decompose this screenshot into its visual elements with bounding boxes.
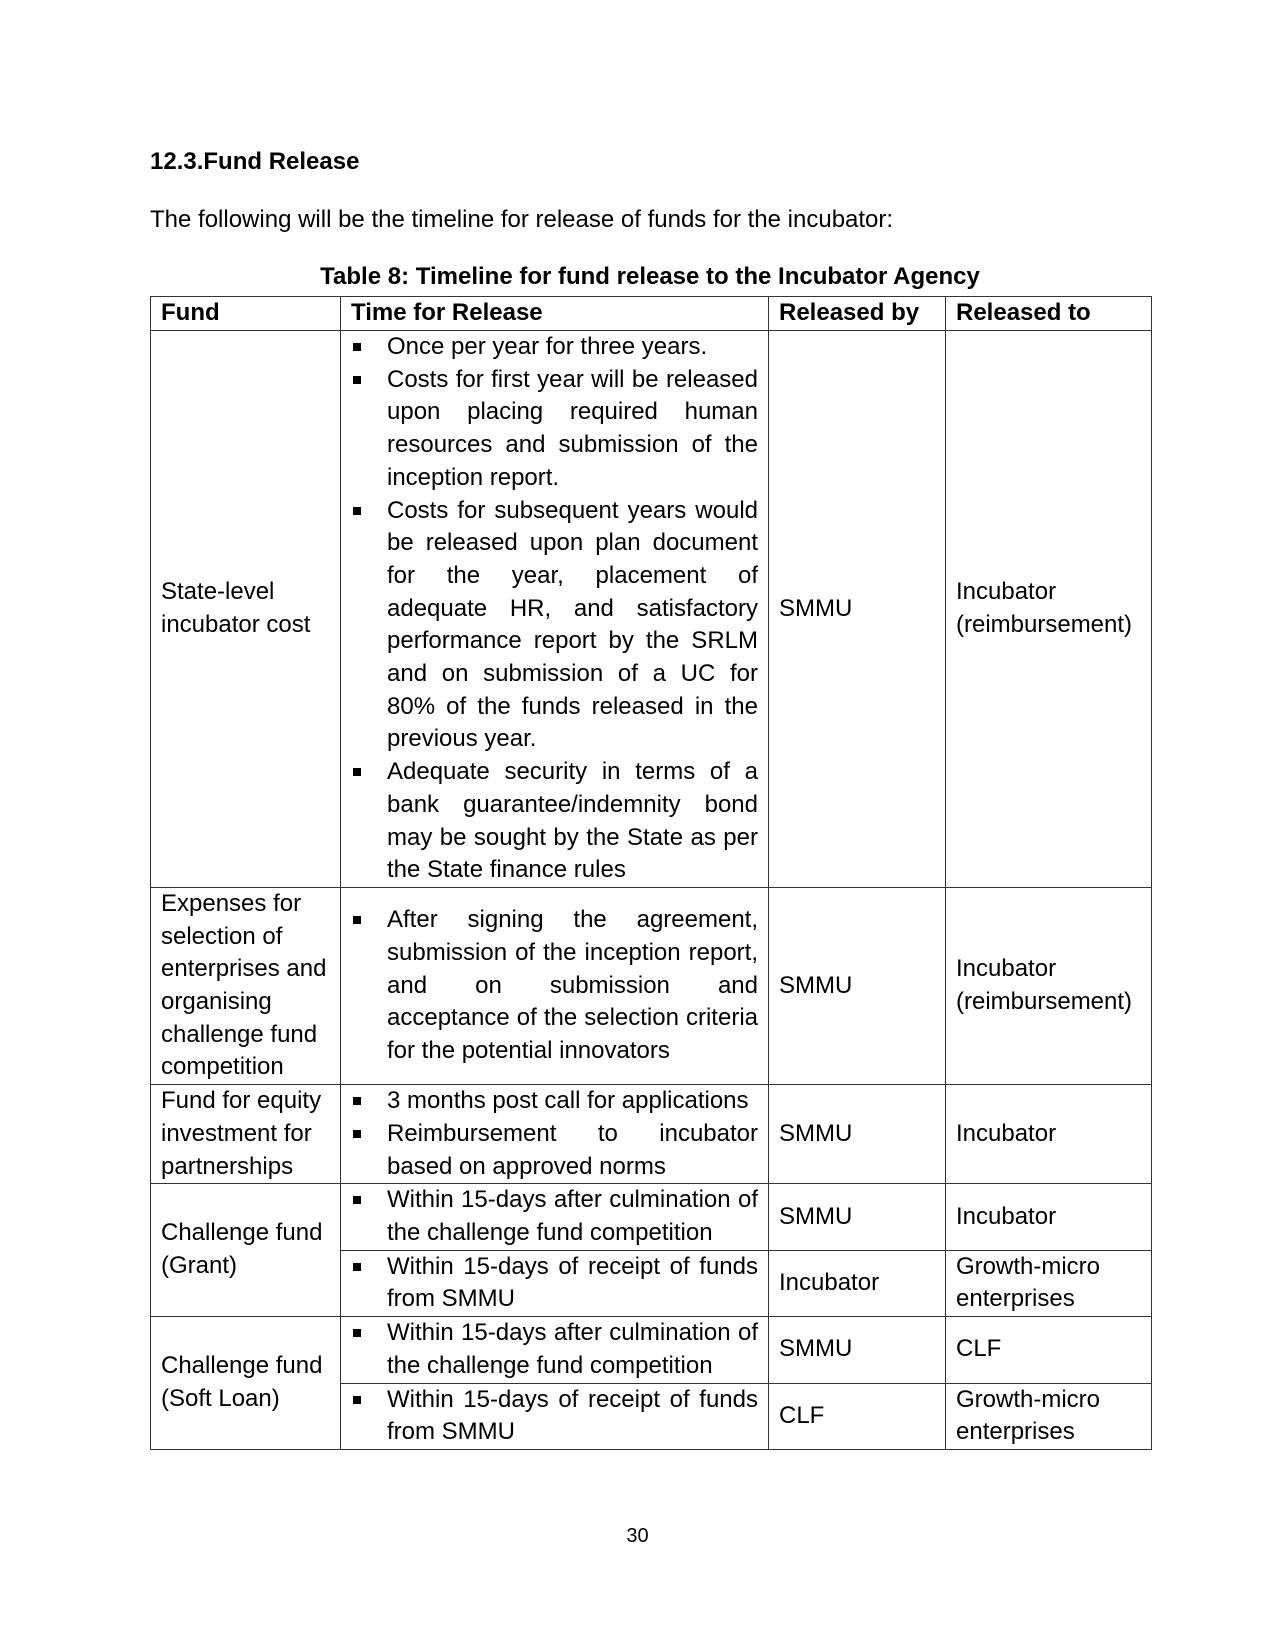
release-time-cell [341, 331, 769, 888]
release-time-cell [341, 1184, 769, 1250]
released-to-cell: Incubator [946, 1184, 1152, 1250]
section-heading: 12.3.Fund Release [150, 148, 360, 175]
page-number: 30 [626, 1525, 649, 1547]
header-released-to: Released to [946, 297, 1152, 331]
table-caption: Table 8: Timeline for fund release to the Incubator Agency [320, 263, 980, 290]
header-fund: Fund [151, 297, 341, 331]
table-row [151, 1317, 1152, 1383]
header-released-by: Released by [769, 297, 946, 331]
list-item: Within 15-days after culmination of the challenge fund competition [351, 1317, 758, 1382]
release-time-cell [341, 887, 769, 1084]
release-time-cell [341, 1383, 769, 1449]
table-row [151, 331, 1152, 888]
intro-paragraph: The following will be the timeline for release of funds for the incubator: [150, 206, 894, 233]
released-by-cell: SMMU [769, 1085, 946, 1184]
list-item: After signing the agreement, submission of the inception report, and on submission and acceptance of the selection criteria for the potential innovators [351, 904, 758, 1068]
fund-release-table [150, 296, 1152, 1450]
header-time-for-release: Time for Release [341, 297, 769, 331]
table-header-row [151, 297, 1152, 331]
table-row [151, 887, 1152, 1084]
release-conditions-list [351, 331, 758, 887]
table-row [151, 1184, 1152, 1250]
released-to-cell: Incubator (reimbursement) [946, 331, 1152, 888]
release-time-cell [341, 1085, 769, 1184]
released-by-cell: SMMU [769, 1317, 946, 1383]
released-to-cell: Growth-micro enterprises [946, 1383, 1152, 1449]
released-to-cell: Incubator (reimbursement) [946, 887, 1152, 1084]
release-conditions-list [351, 1251, 758, 1316]
list-item: Within 15-days of receipt of funds from SMMU [351, 1251, 758, 1316]
release-conditions-list [351, 1317, 758, 1382]
list-item: Within 15-days after culmination of the challenge fund competition [351, 1184, 758, 1249]
release-time-cell [341, 1317, 769, 1383]
released-by-cell: Incubator [769, 1250, 946, 1316]
fund-cell: Challenge fund (Soft Loan) [151, 1317, 341, 1450]
released-by-cell: SMMU [769, 1184, 946, 1250]
release-conditions-list [351, 1384, 758, 1449]
release-conditions-list [351, 904, 758, 1068]
fund-cell: Challenge fund (Grant) [151, 1184, 341, 1317]
released-to-cell: Growth-micro enterprises [946, 1250, 1152, 1316]
released-to-cell: CLF [946, 1317, 1152, 1383]
table-row [151, 1085, 1152, 1184]
released-by-cell: SMMU [769, 331, 946, 888]
release-time-cell [341, 1250, 769, 1316]
list-item: Costs for subsequent years would be released upon plan document for the year, placement of adequate HR, and satisfactory performance report by the SRLM and on submission of a UC for 80% of the funds released in the previous year. [351, 495, 758, 757]
list-item: Within 15-days of receipt of funds from SMMU [351, 1384, 758, 1449]
list-item: Adequate security in terms of a bank guarantee/indemnity bond may be sought by the State as per the State finance rules [351, 756, 758, 887]
list-item: Costs for first year will be released upon placing required human resources and submission of the inception report. [351, 364, 758, 495]
list-item: Reimbursement to incubator based on approved norms [351, 1118, 758, 1183]
fund-cell: Expenses for selection of enterprises and organising challenge fund competition [151, 887, 341, 1084]
list-item: Once per year for three years. [351, 331, 758, 364]
released-by-cell: CLF [769, 1383, 946, 1449]
released-by-cell: SMMU [769, 887, 946, 1084]
fund-cell: State-level incubator cost [151, 331, 341, 888]
release-conditions-list [351, 1085, 758, 1183]
released-to-cell: Incubator [946, 1085, 1152, 1184]
list-item: 3 months post call for applications [351, 1085, 758, 1118]
release-conditions-list [351, 1184, 758, 1249]
fund-cell: Fund for equity investment for partnerships [151, 1085, 341, 1184]
